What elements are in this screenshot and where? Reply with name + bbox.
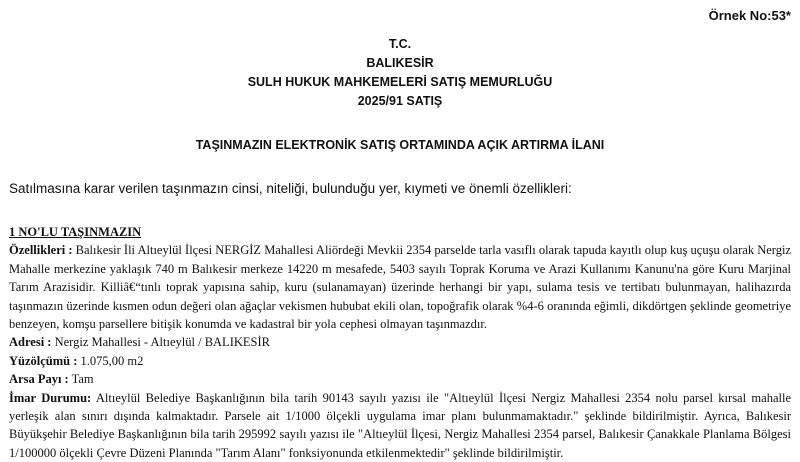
share-text: Tam bbox=[68, 372, 94, 387]
court-header bbox=[0, 35, 800, 111]
zoning-paragraph bbox=[9, 389, 791, 462]
area-label: Yüzölçümü : bbox=[9, 353, 78, 368]
features-paragraph bbox=[9, 241, 791, 333]
property-details bbox=[9, 223, 791, 462]
notice-title: TAŞINMAZIN ELEKTRONİK SATIŞ ORTAMINDA AÇIK ARTIRMA İLANI bbox=[195, 138, 605, 152]
header-line-office: SULH HUKUK MAHKEMELERİ SATIŞ MEMURLUĞU bbox=[247, 75, 553, 89]
zoning-label: İmar Durumu: bbox=[9, 390, 92, 405]
area-paragraph bbox=[9, 352, 791, 370]
address-paragraph bbox=[9, 333, 791, 351]
intro-text: Satılmasına karar verilen taşınmazın cinsi, niteliği, bulunduğu yer, kıymeti ve önemli özellikleri: bbox=[9, 181, 572, 196]
share-label: Arsa Payı : bbox=[9, 372, 69, 387]
zoning-text: Altıeylül Belediye Başkanlığının bila tarih 90143 sayılı yazısı ile "Altıeylül İlçesi Nergiz Mahallesi 2354 nolu parsel kırsal mahalle yerleşik alan sınırı dışında kalmaktadır. Parsele ait 1/1000 ölçekli uygulama imar planı bulunmamaktadır." şeklinde bildirilmiştir. Ayrıca, Balıkesir Büyükşehir Belediye Başkanlığının bila tarih 295992 sayılı yazısı ile "Altıeylül İlçesi, Nergiz Mahallesi 2354 parsel, Balıkesir Çanakkale Planlama Bölgesi 1/100000 ölçekli Çevre Düzeni Planında "Tarım Alanı" fonksiyonunda etkilenmektedir" şeklinde bildirilmiştir. bbox=[9, 390, 791, 460]
section-title: 1 NO'LU TAŞINMAZIN bbox=[9, 225, 142, 239]
share-paragraph bbox=[9, 370, 791, 388]
header-line-city: BALIKESİR bbox=[366, 56, 434, 70]
sample-number: Örnek No:53* bbox=[708, 8, 791, 23]
address-text: Nergiz Mahallesi - Altıeylül / BALIKESİR bbox=[51, 335, 270, 350]
area-text: 1.075,00 m2 bbox=[77, 353, 144, 368]
features-label: Özellikleri : bbox=[9, 243, 73, 258]
features-text: Balıkesir İli Altıeylül İlçesi NERGİZ Mahallesi Aliördeği Mevkii 2354 parselde tarla vasıflı olarak tapuda kayıtlı olup kuş uçuşu olarak Nergiz Mahalle merkezine yaklaşık 740 m Balıkesir merkeze 14220 m mesafede, 5403 sayılı Toprak Koruma ve Arazi Kullanımı Kanunu'na göre Kuru Marjinal Tarım Arazisidir. Killiâ€“tınlı toprak yapısına sahip, kuru (sulanamayan) üzerinde herhangi bir yapı, sulama tesis ve tertibatı bulunmayan, halihazırda taşınmazın üzerinde kısmen odun değeri olan ağaçlar vekismen hububat ekili olan, topoğrafik olarak %4-6 oranında eğimli, dikdörtgen şeklinde geometriye benzeyen, komşu parsellere bitişik konumda ve kadastral bir yola cephesi olmayan taşınmazdır. bbox=[9, 243, 791, 332]
header-line-case: 2025/91 SATIŞ bbox=[357, 94, 443, 108]
address-label: Adresi : bbox=[9, 335, 52, 350]
header-line-tc: T.C. bbox=[388, 37, 412, 51]
